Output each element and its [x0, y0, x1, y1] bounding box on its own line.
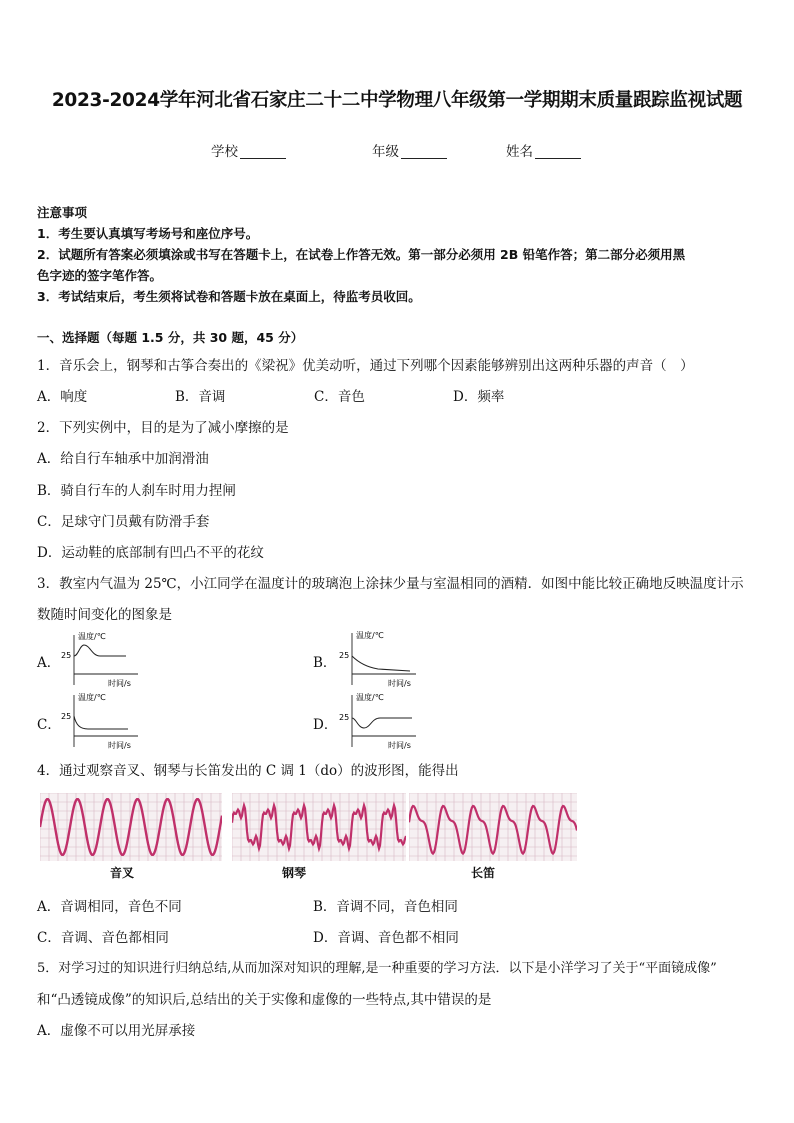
grade-label: 年级 — [372, 144, 399, 160]
name-blank — [535, 144, 581, 159]
grade-blank — [401, 144, 447, 159]
q3-option-c: C． — [37, 717, 61, 733]
q3-option-d: D． — [313, 717, 338, 733]
x-axis-label: 时间/s — [108, 679, 131, 688]
q3-option-a: A． — [37, 655, 61, 671]
q4-option-b: B．音调不同，音色相同 — [313, 899, 458, 915]
question-3-stem: 3．教室内气温为 25℃，小江同学在温度计的玻璃泡上涂抹少量与室温相同的酒精．如图中能比较正确地反映温度计示 — [37, 576, 744, 592]
q2-option-b: B．骑自行车的人刹车时用力捏闸 — [37, 483, 236, 499]
tick-25: 25 — [339, 713, 350, 722]
y-axis-label: 温度/℃ — [78, 693, 106, 702]
q5-option-a: A．虚像不可以用光屏承接 — [37, 1023, 196, 1039]
q3-graph-a — [60, 629, 140, 689]
q2-option-c: C．足球守门员戴有防滑手套 — [37, 514, 210, 530]
tick-25: 25 — [339, 651, 350, 660]
name-label: 姓名 — [506, 144, 533, 160]
q4-option-c: C．音调、音色都相同 — [37, 930, 169, 946]
caption-flute: 长笛 — [471, 866, 496, 880]
x-axis-label: 时间/s — [388, 679, 411, 688]
q3-graph-c — [60, 691, 140, 751]
waveform-flute — [409, 793, 577, 861]
caption-tuning-fork: 音叉 — [110, 866, 135, 880]
question-1-stem: 1．音乐会上，钢琴和古筝合奏出的《梁祝》优美动听，通过下列哪个因素能够辨别出这两种乐器的声音（ ） — [37, 358, 694, 374]
page-title: 2023-2024学年河北省石家庄二十二中学物理八年级第一学期期末质量跟踪监视试题 — [51, 90, 743, 111]
note-item: 2．试题所有答案必须填涂或书写在答题卡上，在试卷上作答无效。第一部分必须用 2B 铅笔作答；第二部分必须用黑 — [37, 247, 686, 262]
y-axis-label: 温度/℃ — [78, 632, 106, 641]
q4-option-d: D．音调、音色都不相同 — [313, 930, 459, 946]
y-axis-label: 温度/℃ — [356, 631, 384, 640]
school-blank — [240, 144, 286, 159]
tick-25: 25 — [61, 712, 72, 721]
question-5-stem-cont: 和“凸透镜成像”的知识后,总结出的关于实像和虚像的一些特点,其中错误的是 — [37, 992, 492, 1008]
q3-graph-d — [336, 691, 420, 751]
notes-heading: 注意事项 — [37, 205, 88, 220]
q1-option-a: A．响度 — [37, 389, 88, 405]
school-label: 学校 — [211, 144, 238, 160]
q2-option-d: D．运动鞋的底部制有凹凸不平的花纹 — [37, 545, 264, 561]
x-axis-label: 时间/s — [108, 741, 131, 750]
waveform-piano — [232, 793, 406, 861]
question-2-stem: 2．下列实例中，目的是为了减小摩擦的是 — [37, 420, 289, 436]
question-3-stem-cont: 数随时间变化的图象是 — [37, 607, 172, 623]
x-axis-label: 时间/s — [388, 741, 411, 750]
y-axis-label: 温度/℃ — [356, 693, 384, 702]
q2-option-a: A．给自行车轴承中加润滑油 — [37, 451, 209, 467]
waveform-tuning-fork — [40, 793, 222, 861]
grade-field — [372, 140, 447, 160]
note-item: 色字迹的签字笔作答。 — [37, 268, 163, 283]
name-field — [506, 140, 581, 160]
caption-piano: 钢琴 — [282, 866, 307, 880]
question-5-stem: 5．对学习过的知识进行归纳总结,从而加深对知识的理解,是一种重要的学习方法．以下是小洋学习了关于“平面镜成像” — [37, 961, 717, 976]
q1-option-b: B．音调 — [175, 389, 226, 405]
note-item: 1．考生要认真填写考场号和座位序号。 — [37, 226, 259, 241]
q3-graph-b — [336, 629, 420, 689]
note-item: 3．考试结束后，考生须将试卷和答题卡放在桌面上，待监考员收回。 — [37, 289, 421, 304]
school-field — [211, 140, 286, 160]
q4-option-a: A．音调相同，音色不同 — [37, 899, 182, 915]
tick-25: 25 — [61, 651, 72, 660]
q3-option-b: B． — [313, 655, 337, 671]
section-heading: 一、选择题（每题 1.5 分，共 30 题，45 分） — [37, 330, 304, 345]
q1-option-d: D．频率 — [453, 389, 505, 405]
question-4-stem: 4．通过观察音叉、钢琴与长笛发出的 C 调 1（do）的波形图，能得出 — [37, 763, 459, 779]
q1-option-c: C．音色 — [314, 389, 365, 405]
